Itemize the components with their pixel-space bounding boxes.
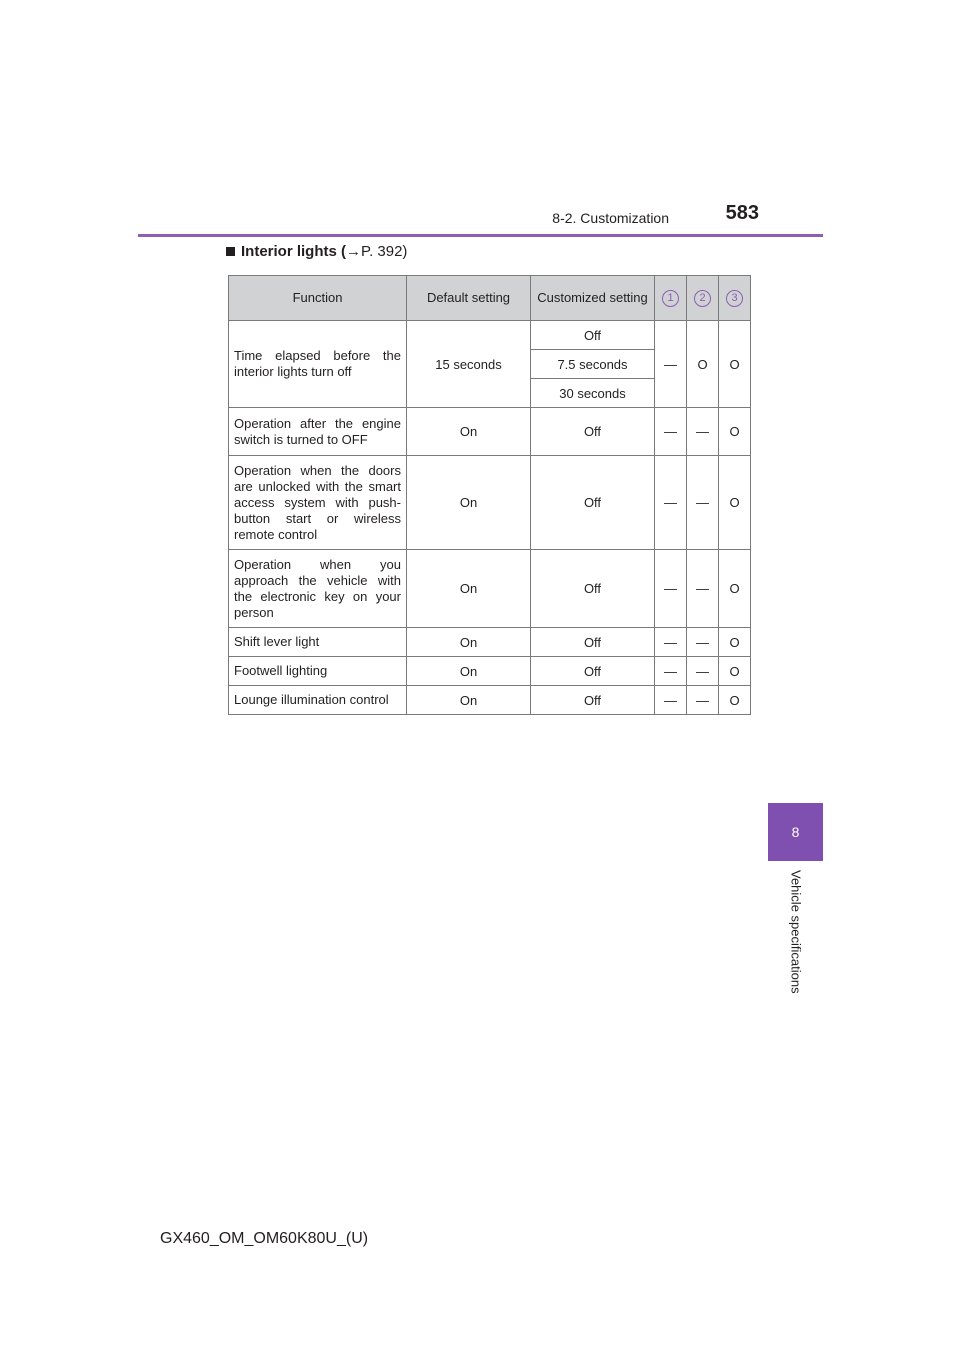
function-cell: Time elapsed before the interior lights turn off — [229, 321, 407, 408]
heading-title: Interior lights ( — [241, 243, 346, 260]
mark-cell-3: O — [719, 456, 751, 550]
default-cell: On — [407, 686, 531, 715]
mark-cell-3: O — [719, 686, 751, 715]
column-header-2 — [687, 276, 719, 321]
circled-number-1: 1 — [662, 290, 679, 307]
mark-cell-2: O — [687, 321, 719, 408]
arrow-icon: → — [346, 243, 361, 260]
mark-cell-1: — — [655, 456, 687, 550]
page-reference: P. 392) — [361, 243, 408, 260]
customized-cell: 30 seconds — [531, 379, 655, 408]
mark-cell-1: — — [655, 686, 687, 715]
section-name: 8-2. Customization — [552, 210, 669, 226]
function-cell: Footwell lighting — [229, 657, 407, 686]
customized-cell: Off — [531, 408, 655, 456]
mark-cell-2: — — [687, 550, 719, 628]
customized-cell: Off — [531, 686, 655, 715]
customized-cell: Off — [531, 628, 655, 657]
circled-number-2: 2 — [694, 290, 711, 307]
mark-cell-1: — — [655, 550, 687, 628]
default-cell: On — [407, 456, 531, 550]
function-cell: Operation when you approach the vehicle with the electronic key on your person — [229, 550, 407, 628]
mark-cell-3: O — [719, 321, 751, 408]
document-code: GX460_OM_OM60K80U_(U) — [160, 1230, 369, 1247]
mark-cell-3: O — [719, 550, 751, 628]
table-row — [229, 628, 751, 657]
mark-cell-2: — — [687, 686, 719, 715]
function-cell: Lounge illumination control — [229, 686, 407, 715]
mark-cell-1: — — [655, 657, 687, 686]
default-cell: On — [407, 550, 531, 628]
table-header-row — [229, 276, 751, 321]
mark-cell-3: O — [719, 628, 751, 657]
customized-cell: Off — [531, 657, 655, 686]
column-header-1 — [655, 276, 687, 321]
default-cell: On — [407, 657, 531, 686]
default-cell: 15 seconds — [407, 321, 531, 408]
customized-cell: 7.5 seconds — [531, 350, 655, 379]
function-cell: Operation after the engine switch is turned to OFF — [229, 408, 407, 456]
table-row — [229, 408, 751, 456]
mark-cell-2: — — [687, 628, 719, 657]
default-cell: On — [407, 408, 531, 456]
mark-cell-1: — — [655, 628, 687, 657]
chapter-title: Vehicle specifications — [788, 870, 804, 994]
table-row — [229, 456, 751, 550]
chapter-number: 8 — [791, 824, 800, 840]
customized-cell: Off — [531, 550, 655, 628]
customization-table — [228, 275, 751, 715]
default-cell: On — [407, 628, 531, 657]
column-header-function: Function — [229, 276, 407, 321]
column-header-default: Default setting — [407, 276, 531, 321]
mark-cell-2: — — [687, 657, 719, 686]
mark-cell-3: O — [719, 657, 751, 686]
customized-cell: Off — [531, 456, 655, 550]
column-header-customized: Customized setting — [531, 276, 655, 321]
mark-cell-2: — — [687, 456, 719, 550]
page-number: 583 — [725, 202, 759, 224]
section-heading — [226, 243, 407, 260]
customized-cell: Off — [531, 321, 655, 350]
table-row — [229, 550, 751, 628]
function-cell: Operation when the doors are unlocked with the smart access system with push-button start or wireless remote control — [229, 456, 407, 550]
column-header-3 — [719, 276, 751, 321]
mark-cell-1: — — [655, 321, 687, 408]
chapter-tab — [768, 803, 823, 861]
chapter-label — [736, 870, 856, 1010]
mark-cell-3: O — [719, 408, 751, 456]
table-row — [229, 686, 751, 715]
page-header — [138, 200, 823, 237]
mark-cell-1: — — [655, 408, 687, 456]
square-bullet-icon — [226, 247, 235, 256]
mark-cell-2: — — [687, 408, 719, 456]
function-cell: Shift lever light — [229, 628, 407, 657]
table-row — [229, 321, 751, 350]
circled-number-3: 3 — [726, 290, 743, 307]
table-row — [229, 657, 751, 686]
